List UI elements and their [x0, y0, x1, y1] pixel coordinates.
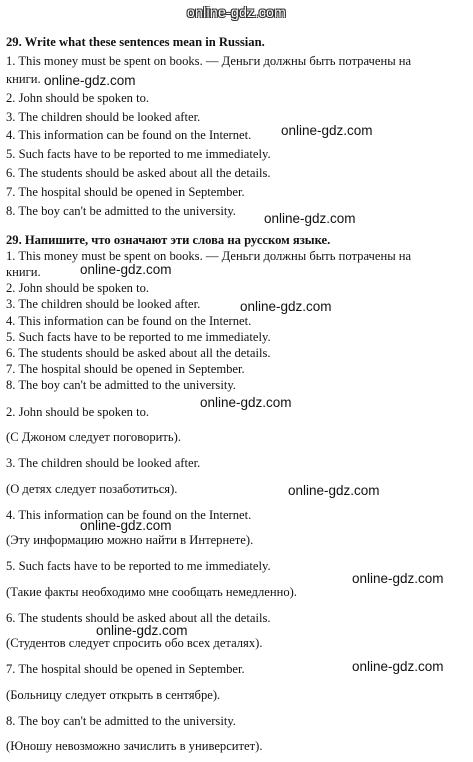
section2-line-3: 3. The children should be looked after.: [6, 297, 201, 311]
section1-title: 29. Write what these sentences mean in Russian.: [6, 35, 265, 49]
watermark: online-gdz.com: [80, 262, 172, 277]
answer-4-ru: (Эту информацию можно найти в Интернете).: [6, 533, 254, 547]
section1-line-5: 5. Such facts have to be reported to me immediately.: [6, 147, 271, 161]
watermark: online-gdz.com: [240, 299, 332, 314]
answer-6-en: 6. The students should be asked about all the details.: [6, 611, 271, 625]
answer-6-ru: (Студентов следует спросить обо всех деталях).: [6, 636, 263, 650]
watermark: online-gdz.com: [44, 73, 136, 88]
answer-8-ru: (Юношу невозможно зачислить в университет).: [6, 739, 263, 753]
answer-2-en: 2. John should be spoken to.: [6, 405, 150, 419]
answer-8-en: 8. The boy can't be admitted to the university.: [6, 714, 236, 728]
watermark: online-gdz.com: [200, 395, 292, 410]
answer-5-ru: (Такие факты необходимо мне сообщать немедленно).: [6, 585, 297, 599]
section1-line-1: 1. This money must be spent on books. — Деньги должны быть потрачены на: [6, 54, 412, 68]
section2-line-7: 7. The hospital should be opened in September.: [6, 362, 245, 376]
section2-line-4: 4. This information can be found on the Internet.: [6, 314, 252, 328]
answer-3-ru: (О детях следует позаботиться).: [6, 482, 178, 496]
answer-7-en: 7. The hospital should be opened in September.: [6, 662, 245, 676]
section1-line-4: 4. This information can be found on the Internet.: [6, 128, 252, 142]
section2-line-5: 5. Such facts have to be reported to me immediately.: [6, 330, 271, 344]
section1-line-2: 2. John should be spoken to.: [6, 91, 150, 105]
watermark: online-gdz.com: [80, 518, 172, 533]
section2-line-8: 8. The boy can't be admitted to the university.: [6, 378, 236, 392]
section2-title: 29. Напишите, что означают эти слова на русском языке.: [6, 233, 331, 247]
section1-line-7: 7. The hospital should be opened in September.: [6, 185, 245, 199]
answer-2-ru: (С Джоном следует поговорить).: [6, 430, 181, 444]
watermark: online-gdz.com: [352, 659, 444, 674]
section1-line-6: 6. The students should be asked about all the details.: [6, 166, 271, 180]
watermark-top: online-gdz.com: [186, 4, 287, 20]
answer-5-en: 5. Such facts have to be reported to me immediately.: [6, 559, 271, 573]
section2-line-6: 6. The students should be asked about all the details.: [6, 346, 271, 360]
watermark: online-gdz.com: [281, 123, 373, 138]
section2-line-2: 2. John should be spoken to.: [6, 281, 150, 295]
answer-3-en: 3. The children should be looked after.: [6, 456, 201, 470]
section1-line-8: 8. The boy can't be admitted to the university.: [6, 204, 236, 218]
section2-line-1: 1. This money must be spent on books. — Деньги должны быть потрачены на: [6, 249, 412, 263]
section1-line-3: 3. The children should be looked after.: [6, 110, 201, 124]
watermark: online-gdz.com: [264, 211, 356, 226]
answer-7-ru: (Больницу следует открыть в сентябре).: [6, 688, 221, 702]
section1-line-1-cont: книги.: [6, 72, 41, 86]
answer-4-en: 4. This information can be found on the Internet.: [6, 508, 252, 522]
section2-line-1-cont: книги.: [6, 265, 41, 279]
watermark: online-gdz.com: [96, 623, 188, 638]
watermark: online-gdz.com: [352, 571, 444, 586]
watermark: online-gdz.com: [288, 483, 380, 498]
